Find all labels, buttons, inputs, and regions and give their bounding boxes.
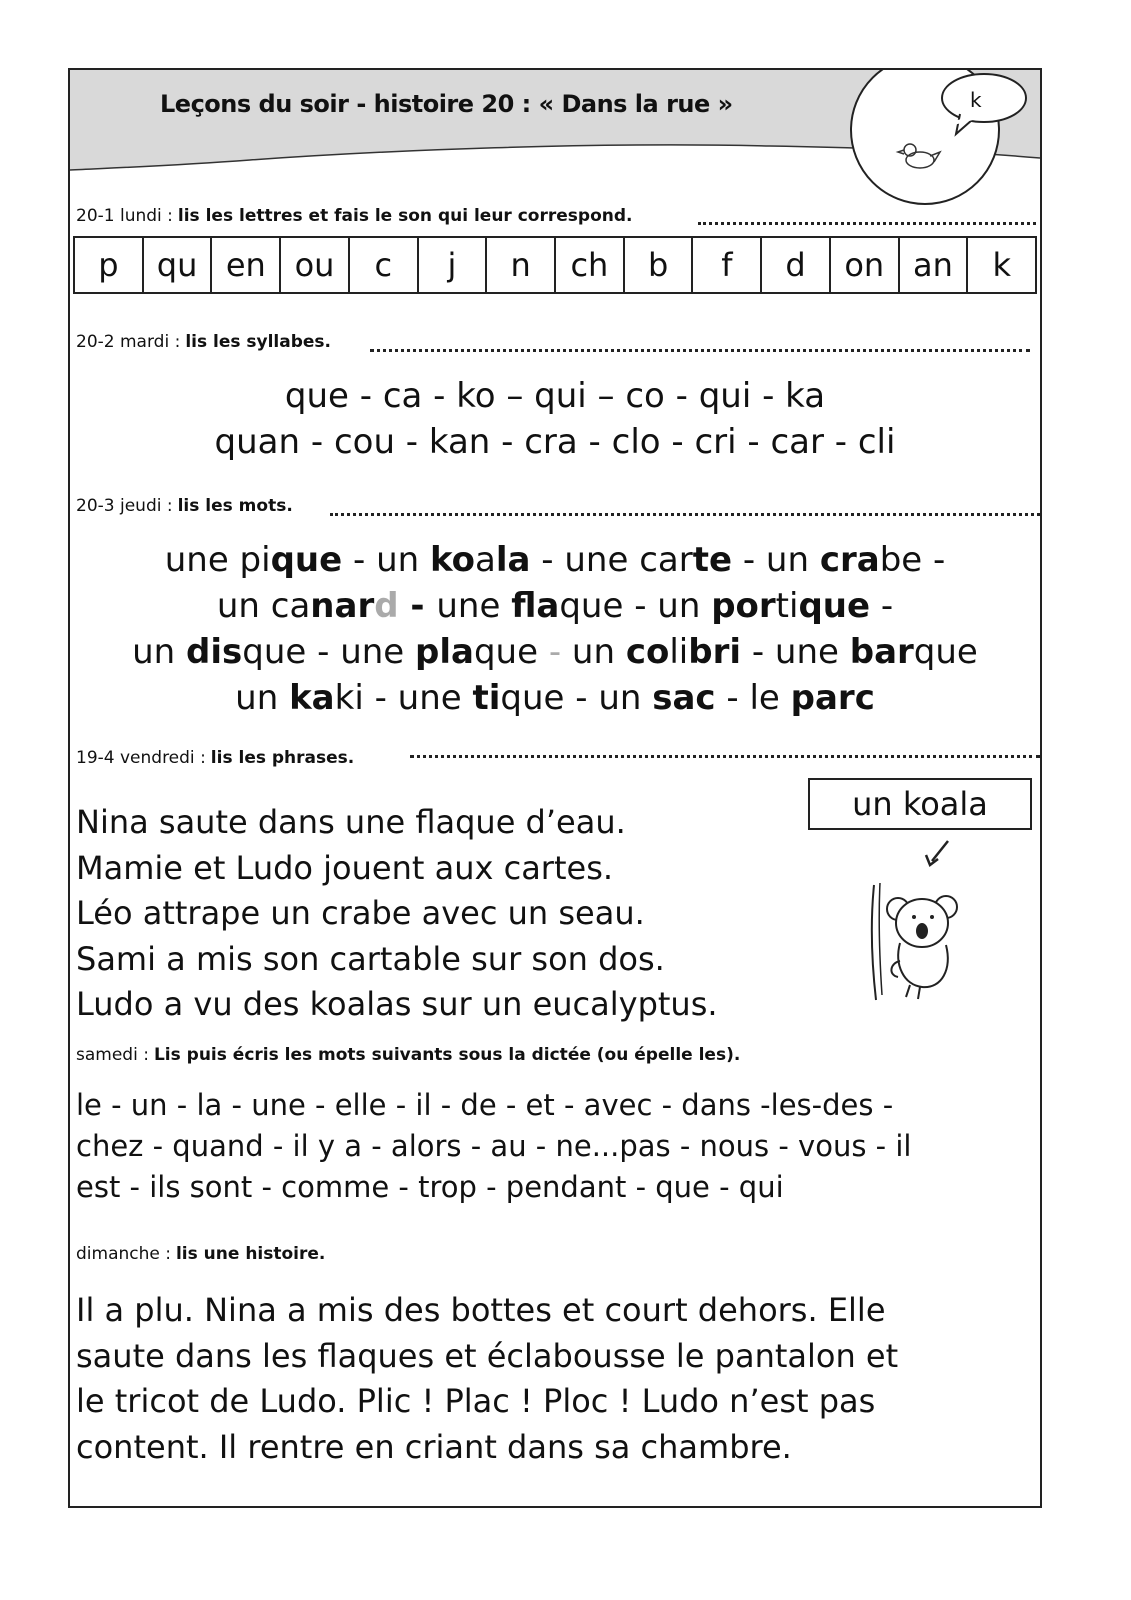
bubble-letter: k xyxy=(970,88,982,112)
syllables-line: que - ca - ko – qui – co - qui - ka xyxy=(284,376,826,416)
dotted-line xyxy=(370,349,1030,352)
monday-instruction: lis les lettres et fais le son qui leur correspond. xyxy=(177,206,633,226)
story-line: Il a plu. Nina a mis des bottes et court dehors. Elle xyxy=(76,1291,886,1329)
word-segment: la xyxy=(495,540,531,580)
words-line xyxy=(70,678,1040,718)
letter-cell: f xyxy=(693,238,762,292)
word-segment: be - xyxy=(879,540,946,580)
word-segment: - xyxy=(870,586,894,626)
word-segment: un xyxy=(132,632,187,672)
word-segment: ki - une xyxy=(334,678,473,718)
story xyxy=(76,1288,898,1470)
word-segment: que xyxy=(798,586,871,626)
words-line xyxy=(70,632,1040,672)
sunday-label xyxy=(76,1244,325,1264)
word-segment: bar xyxy=(849,632,914,672)
letter-cell: j xyxy=(419,238,488,292)
word-segment: - xyxy=(398,586,437,626)
word-segment: li xyxy=(669,632,689,672)
saturday-label xyxy=(76,1045,740,1065)
tuesday-day: 20-2 mardi : xyxy=(76,332,181,352)
word-segment: ko xyxy=(429,540,476,580)
word-segment: une xyxy=(436,586,512,626)
word-segment: que xyxy=(913,632,978,672)
sentences xyxy=(76,800,718,1028)
function-words-line: le - un - la - une - elle - il - de - et - avec - dans -les-des - xyxy=(76,1088,894,1122)
word-segment: dis xyxy=(186,632,243,672)
word-segment: nar xyxy=(310,586,375,626)
saturday-instruction: Lis puis écris les mots suivants sous la dictée (ou épelle les). xyxy=(153,1045,741,1065)
dotted-line xyxy=(410,755,1040,758)
thursday-instruction: lis les mots. xyxy=(177,496,293,516)
word-segment: ka xyxy=(289,678,335,718)
word-segment: co xyxy=(625,632,670,672)
sentence: Léo attrape un crabe avec un seau. xyxy=(76,894,645,932)
letter-cell: k xyxy=(992,246,1011,284)
sentence: Nina saute dans une flaque d’eau. xyxy=(76,803,626,841)
sunday-day: dimanche : xyxy=(76,1244,171,1264)
function-words-line: est - ils sont - comme - trop - pendant - que - qui xyxy=(76,1170,784,1204)
word-segment: ti xyxy=(472,678,501,718)
word-segment: que - un xyxy=(500,678,653,718)
letter-cell: p xyxy=(75,238,144,292)
letters-grid xyxy=(73,236,1037,294)
word-segment: que xyxy=(473,632,549,672)
word-segment: une pi xyxy=(164,540,271,580)
letter-cell: ch xyxy=(556,238,625,292)
letter-cell: n xyxy=(487,238,556,292)
letter-cell: c xyxy=(350,238,419,292)
story-line: saute dans les flaques et éclabousse le pantalon et xyxy=(76,1336,899,1375)
word-segment: d xyxy=(374,586,399,626)
letter-cell: en xyxy=(212,238,281,292)
mascot-duck-icon xyxy=(850,68,1040,208)
word-segment: fla xyxy=(511,586,560,626)
words-line xyxy=(70,586,1040,626)
dotted-line xyxy=(330,513,1040,516)
word-segment: cra xyxy=(819,540,880,580)
word-segment: parc xyxy=(790,678,875,718)
sentence: Sami a mis son cartable sur son dos. xyxy=(76,939,665,978)
koala-icon xyxy=(860,835,970,1005)
monday-day: 20-1 lundi : xyxy=(76,206,173,226)
word-segment: que - un xyxy=(559,586,712,626)
tuesday-label xyxy=(76,332,331,352)
word-segment: a xyxy=(475,540,496,580)
word-segment: - le xyxy=(715,678,791,718)
saturday-day: samedi : xyxy=(76,1045,149,1065)
letter-cell: ou xyxy=(281,238,350,292)
word-segment: por xyxy=(711,586,776,626)
words-line xyxy=(70,540,1040,580)
word-segment: que - une xyxy=(242,632,416,672)
letter-cell: an xyxy=(900,238,969,292)
word-segment: un xyxy=(561,632,626,672)
word-segment: - xyxy=(548,632,562,672)
dotted-line xyxy=(698,222,1036,225)
thursday-day: 20-3 jeudi : xyxy=(76,496,173,516)
word-segment: un ca xyxy=(216,586,311,626)
function-words-line: chez - quand - il y a - alors - au - ne...pas - nous - vous - il xyxy=(76,1129,912,1163)
syllables-line: quan - cou - kan - cra - clo - cri - car - cli xyxy=(214,422,896,462)
word-segment: - une xyxy=(741,632,850,672)
sunday-instruction: lis une histoire. xyxy=(175,1244,326,1264)
letter-cell: d xyxy=(762,238,831,292)
friday-day: 19-4 vendredi : xyxy=(76,748,206,768)
word-segment: pla xyxy=(415,632,474,672)
word-segment: bri xyxy=(688,632,742,672)
word-segment: que xyxy=(270,540,343,580)
sentence: Mamie et Ludo jouent aux cartes. xyxy=(76,848,614,887)
letter-cell: on xyxy=(831,238,900,292)
word-segment: un xyxy=(235,678,290,718)
tuesday-instruction: lis les syllabes. xyxy=(185,332,331,352)
friday-instruction: lis les phrases. xyxy=(210,748,355,768)
story-line: le tricot de Ludo. Plic ! Plac ! Ploc ! Ludo n’est pas xyxy=(76,1382,876,1420)
thursday-label xyxy=(76,496,293,516)
monday-label xyxy=(76,206,632,226)
worksheet xyxy=(68,68,1042,1508)
koala-label: un koala xyxy=(808,778,1032,830)
sentence: Ludo a vu des koalas sur un eucalyptus. xyxy=(76,985,718,1023)
letter-cell: qu xyxy=(144,238,213,292)
word-segment: ti xyxy=(775,586,799,626)
page-title: Leçons du soir - histoire 20 : « Dans la rue » xyxy=(160,90,733,118)
story-line: content. Il rentre en criant dans sa chambre. xyxy=(76,1427,792,1466)
word-segment: sac xyxy=(652,678,716,718)
word-segment: te xyxy=(692,540,733,580)
word-segment: - un xyxy=(732,540,820,580)
letter-cell: b xyxy=(625,238,694,292)
function-words xyxy=(76,1085,911,1208)
word-segment: - une car xyxy=(530,540,693,580)
word-segment: - un xyxy=(342,540,430,580)
friday-label xyxy=(76,748,354,768)
